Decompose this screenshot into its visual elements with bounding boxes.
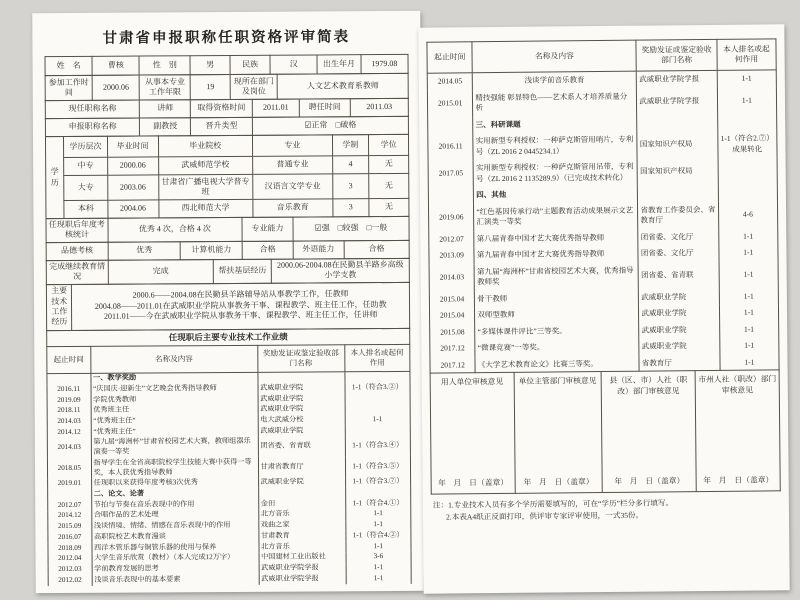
annual-assessment-label: 任现职后年度考核统计 [46, 218, 108, 242]
experience-lines [72, 282, 410, 330]
cell-org [258, 488, 345, 499]
cell-date: 2015.09 [48, 521, 92, 532]
cell-rank: 1-1 [717, 87, 777, 115]
edu-time: 2000.06 [107, 157, 158, 175]
cell-rank [345, 404, 410, 415]
cell-rank: 3-6 [346, 552, 411, 563]
cell-date: 2016.11 [47, 384, 91, 395]
page-title: 甘肃省申报职称任职资格评审简表 [102, 29, 351, 47]
cell-date: 2013.09 [429, 247, 475, 264]
cell-org: 武威职业学院 [639, 288, 719, 305]
col-header-content: 名称及内容 [472, 40, 636, 73]
cell-content: 四、其他 [474, 186, 638, 204]
table-row [427, 87, 776, 117]
cell-org [257, 371, 344, 383]
approval-table [430, 369, 781, 494]
professional-ability-label: 专业能力 [242, 217, 293, 241]
cell-org: 省教育工作委员会、省教育厅 [638, 201, 719, 229]
info-row-2 [45, 73, 409, 101]
cell-rank: 1-1（符合3.⑤） [345, 456, 410, 477]
approval-supervisor-label: 单位主管部门审核意见 [518, 376, 597, 386]
cell-date: 2016.07 [48, 532, 92, 543]
cell-org: 戏曲之家 [258, 520, 345, 531]
cell-org: 团省委、文化厅 [638, 228, 718, 245]
approval-city-label: 市州人社（职改）部门审核意见 [698, 374, 777, 395]
qualification-time-label: 取得资格时间 [190, 99, 252, 117]
birth-value: 1979.08 [361, 54, 408, 73]
table-row [47, 436, 410, 459]
edu-level-header: 学历层次 [64, 136, 108, 157]
years-in-field-value: 19 [190, 74, 230, 99]
current-title-label: 现任职称名称 [45, 100, 139, 119]
cell-content: 《大学艺术教育论文》比赛三等奖。 [475, 355, 639, 373]
cell-org: 甘肃省教育厅 [258, 457, 345, 478]
date-stamp-line: 年 月 日（盖章） [523, 476, 594, 487]
performance-table-p1 [46, 327, 412, 586]
cell-date: 2014.03 [47, 416, 91, 427]
cell-org: 团省委、文化厅 [638, 245, 718, 262]
cell-date: 2018.09 [48, 543, 92, 554]
applied-title-label: 申报职称名称 [45, 118, 139, 137]
cell-rank: 4-6 [718, 201, 778, 229]
cell-date: 2019.09 [47, 395, 91, 406]
cell-rank [718, 157, 778, 185]
cell-date: 2014.03 [429, 264, 475, 291]
cell-content: 二、论文、论著 [91, 488, 258, 500]
education-table [45, 134, 410, 219]
edu-major: 音乐教育 [253, 199, 333, 217]
table-row [428, 157, 777, 187]
cell-rank: 1-1 [720, 354, 780, 371]
cell-date: 2012.07 [48, 500, 92, 511]
cell-content: 第八届青春中国才艺大赛优秀指导教师 [474, 229, 638, 247]
cell-rank: 1-1（符合4.②） [346, 530, 411, 541]
cell-rank: 1-1 [345, 414, 410, 425]
cell-rank: 1-1 [345, 520, 410, 531]
cell-rank: 1-1 [719, 304, 779, 321]
assessment-row-3 [46, 258, 410, 285]
cell-content: 浅谈情境、情绪、情感在音乐表现中的作用 [91, 520, 258, 532]
ethnicity-value: 汉 [270, 55, 317, 74]
table-row [47, 456, 410, 479]
cell-content: 精技强能 彰显特色——艺术系人才培养质量分析 [473, 88, 637, 117]
cell-rank: 1-1（符合3.②） [345, 382, 410, 393]
edu-level: 本科 [64, 200, 108, 218]
work-start-value: 2000.06 [92, 75, 139, 100]
foreign-language-value: 合格 [344, 240, 409, 258]
cell-rank [717, 114, 777, 131]
computer-ability-value: 合格 [242, 241, 293, 259]
cell-org [637, 114, 717, 131]
annual-assessment-value: 优秀 4 次，合格 4 次 [108, 217, 242, 242]
cell-org: 武威职业学院 [258, 425, 345, 436]
table-row [429, 261, 778, 291]
cell-rank: 1-1 [719, 244, 779, 261]
cell-date: 2014.12 [48, 511, 92, 522]
performance-rows-p1 [47, 371, 411, 586]
cell-content: 大学生音乐欣赏（教材）（本人完成12万字） [92, 553, 259, 565]
cell-content: “多媒体课件评比”三等奖。 [475, 322, 639, 340]
cell-org: 武威职业学院 [639, 305, 719, 322]
cell-rank: 1-1（符合2.⑦）成果转化 [717, 130, 777, 158]
cell-org: 武威职业学院 [258, 404, 345, 415]
cell-date: 2017.05 [428, 160, 474, 187]
cell-org: 北方音乐 [258, 509, 345, 520]
edu-grad-time-header: 毕业时间 [107, 136, 158, 157]
cell-date: 2019.01 [48, 479, 92, 490]
date-stamp-line: 年 月 日（盖章） [703, 475, 774, 485]
cell-rank: 1-1 [719, 261, 779, 289]
edu-school: 西北师范大学 [158, 199, 252, 218]
cell-content: 第九届“海洲杯”甘肃省校园艺术大赛，教师组器乐演奏一等奖 [91, 437, 258, 458]
department-label: 现所在部门及岗位 [230, 74, 277, 99]
cell-date: 2019.06 [428, 204, 474, 231]
table-row [428, 130, 777, 160]
gender-value: 男 [190, 55, 230, 74]
page-2 [418, 24, 789, 593]
col-header-org: 奖励发证或鉴定验收部门名称 [257, 344, 344, 372]
cell-date [428, 187, 474, 204]
cell-org: 团省委、省青联 [258, 436, 345, 457]
cell-content: 学院优秀教师 [91, 394, 258, 406]
approval-county-label: 县（区、市）人社（职改）部门审核意见 [609, 375, 688, 396]
cell-date: 2017.12 [430, 340, 476, 357]
cell-date [48, 489, 92, 500]
edu-school: 甘肃省广播电视大学普专班 [158, 174, 253, 200]
cell-org: 国家知识产权局 [637, 131, 718, 159]
date-stamp-line: 年 月 日（盖章） [614, 476, 685, 486]
cell-org: 武威职业学院学报 [259, 574, 346, 585]
cell-date: 2012.04 [48, 554, 92, 565]
cell-date: 2016.11 [428, 133, 474, 160]
gender-label: 性 别 [139, 56, 190, 75]
professional-ability-checkboxes: ☑强 □较强 □一般 [293, 216, 409, 240]
approval-supervisor-cell [514, 372, 602, 494]
cell-content: 实用新型专利授权：一种萨克斯管用吊带，专利号（ZL 2016 2 1135289.9）（已完成技术转化） [473, 159, 637, 188]
cell-content: 任现职以来获得年度考核3次优秀 [91, 478, 258, 490]
table-row [46, 173, 409, 200]
cell-rank [345, 425, 410, 436]
edu-level: 中专 [64, 157, 108, 175]
applied-title-value: 副教授 [140, 118, 191, 136]
col-header-date: 起止时间 [47, 346, 91, 373]
edu-duration-header: 学制 [332, 135, 368, 156]
cell-content: 浅谈学前音乐教育 [473, 71, 637, 90]
table-row [48, 573, 411, 586]
cell-content: 双师型教师 [475, 306, 639, 324]
edu-major: 普通专业 [252, 156, 332, 174]
cell-content: 西洋木管乐器与铜管乐器的使用与保养 [92, 542, 259, 554]
cell-rank: 1-1 [346, 541, 411, 552]
edu-duration: 3 [332, 174, 368, 199]
moral-assessment-value: 优秀 [108, 242, 181, 260]
cell-rank: 1-1 [719, 321, 779, 338]
cell-content: “庆国庆·迎新生”文艺晚会优秀指导教师 [91, 383, 258, 395]
experience-line: 2004.08——2011.01在武威职业学院从事教务干事、课程教学、班主任工作，任助教 [94, 299, 387, 311]
col-header-date: 起止时间 [427, 42, 473, 73]
cell-rank: 1-1 [717, 70, 777, 88]
experience-side-label: 主要技术工作经历 [46, 284, 72, 330]
cell-date [428, 117, 474, 134]
footer-notes [433, 496, 781, 524]
cell-rank: 1-1 [345, 509, 410, 520]
cell-rank: 1-1 [719, 337, 779, 354]
cell-org: 武威职业学院 [639, 338, 719, 355]
cell-content: 实用新型专利授权：一种萨克斯管用哨片，专利号（ZL 2016 2 0445234.1） [473, 132, 637, 161]
cell-date: 2015.04 [429, 307, 475, 324]
edu-major-header: 专业 [252, 135, 332, 156]
cell-org: 北方音乐 [258, 541, 345, 552]
cell-content: “红色基因传承行动”主题教育活动成果展示文艺汇演类一等奖 [474, 202, 638, 231]
cell-date: 2012.02 [48, 575, 92, 586]
edu-degree: 无 [369, 198, 409, 216]
cell-content: 浅谈音乐表现中的基本要素 [92, 574, 259, 586]
cell-date: 2017.12 [430, 357, 476, 374]
continuing-education-value: 完成 [108, 259, 213, 283]
cell-content: 节拍与节奏在音乐表现中的作用 [91, 499, 258, 511]
cell-org: 武威职业学院 [639, 321, 719, 338]
edu-degree-header: 学位 [369, 134, 409, 155]
cell-rank: 1-1（符合4.①） [345, 498, 410, 509]
cell-content: “微课竞赛”一等奖。 [475, 339, 639, 357]
cell-org: 武威职业学院 [258, 393, 345, 404]
edu-major: 汉语言文学专业 [253, 174, 333, 199]
cell-rank [345, 487, 410, 498]
col-header-org: 奖励发证或鉴定验收部门名称 [636, 39, 717, 71]
cell-date: 2015.08 [430, 324, 476, 341]
appointment-time-label: 聘任时间 [299, 99, 350, 117]
col-header-rank: 本人排名或起何作用 [344, 344, 410, 371]
edu-time: 2003.06 [107, 175, 158, 200]
cell-content: 指导学生在全省高职院校学生技能大赛中获得一等奖，本人获优秀指导教师 [91, 457, 258, 478]
foreign-language-label: 外语能力 [293, 241, 344, 259]
department-value: 人文艺术教育系教师 [277, 73, 408, 99]
current-title-value: 讲师 [140, 100, 191, 118]
cell-org: 中国建材工业出版社 [259, 552, 346, 563]
cell-rank: 1-1（符合3.⑦） [345, 477, 410, 488]
experience-line: 2011.01——今在武威职业学院从事教务干事、课程教学、班主任工作，任讲师 [103, 310, 378, 322]
education-side-label: 学历 [45, 137, 64, 219]
cell-date: 2012.03 [48, 564, 92, 575]
cell-date: 2018.05 [47, 458, 91, 479]
performance-rows-p2 [427, 70, 779, 374]
cell-date: 2014.05 [427, 73, 473, 90]
moral-assessment-label: 品德考核 [46, 242, 108, 260]
cell-date: 2012.07 [429, 231, 475, 248]
cell-org: 武威职业学院 [258, 477, 345, 488]
edu-degree: 无 [369, 155, 409, 173]
cell-content: 学前教育发展的思考 [92, 563, 259, 575]
cell-org: 电大武威分校 [258, 415, 345, 426]
cell-rank: 1-1 [346, 562, 411, 573]
ethnicity-label: 民族 [230, 55, 270, 74]
years-in-field-label: 从事本专业工作年限 [139, 75, 190, 100]
cell-date: 2014.12 [47, 427, 91, 438]
approval-county-cell [601, 371, 696, 493]
approval-employer-cell [430, 372, 515, 494]
note-line-1: 注：1.专业技术人员有多个学历需要填写的，可在“学历”栏分多行填写。 [432, 498, 674, 510]
cell-date: 2014.03 [47, 438, 91, 459]
cell-content: 高职院校艺术教育漫谈 [91, 531, 258, 543]
performance-table-p2 [426, 38, 779, 373]
cell-content: “优秀班主任” [91, 415, 258, 427]
cell-rank [718, 184, 778, 201]
cell-rank: 1-1 [718, 228, 778, 245]
edu-time: 2004.06 [108, 200, 159, 218]
cell-rank: 1-1 [719, 288, 779, 305]
grassroots-support-value: 2000.06-2004.08在民勤县羊路乡高级小学支教 [271, 258, 409, 283]
cell-org: 武威职业学院 [258, 383, 345, 394]
grassroots-support-label: 帮扶基层经历 [213, 259, 271, 283]
approval-city-cell [695, 370, 780, 492]
cell-org: 团省委、省青联 [638, 261, 719, 289]
cell-date: 2015.01 [427, 90, 473, 117]
cell-rank: 1-1（符合3.④） [345, 436, 410, 457]
cell-content: “优秀班主任” [91, 426, 258, 438]
note-line-2: 2.本表A4纸正反面打印，供评审专家评审使用，一式35份。 [445, 510, 644, 522]
continuing-education-label: 完成继续教育情况 [46, 260, 108, 284]
cell-org [638, 185, 718, 202]
edu-school: 武威师范学校 [158, 156, 252, 175]
cell-content: 一、教学奖励 [90, 372, 257, 384]
cell-rank [345, 393, 410, 404]
edu-duration: 4 [332, 156, 368, 174]
cell-content: 优秀班主任 [91, 405, 258, 417]
appointment-time-value: 2011.03 [350, 98, 408, 116]
assessment-row-1 [45, 216, 409, 243]
table-row [428, 201, 777, 231]
performance-section-title: 任现职后主要专业技术工作业绩 [47, 328, 410, 346]
cell-content: 第九届“海洲杯”甘肃省校园艺术大赛，优秀指导教师奖 [474, 262, 638, 291]
cell-date: 2015.04 [429, 291, 475, 308]
cell-date [47, 373, 91, 384]
cell-content: 三、科研课题 [473, 115, 637, 133]
cell-org: 武威职业学院学报 [637, 87, 718, 115]
cell-org: 金田 [258, 498, 345, 509]
promotion-type-checkboxes: ☑正常 □破格 [252, 116, 408, 135]
cell-org: 武威职业学院学报 [637, 70, 717, 88]
edu-school-header: 毕业院校 [158, 135, 253, 157]
col-header-rank: 本人排名或起何作用 [717, 39, 777, 71]
page-1 [32, 11, 424, 593]
cell-org: 武威职业学院学报 [259, 563, 346, 574]
edu-level: 大专 [64, 175, 108, 200]
cell-rank: 1-1 [346, 573, 411, 584]
table-row [46, 155, 409, 175]
col-header-content: 名称及内容 [90, 345, 257, 373]
cell-content: 第九届青春中国才艺大赛优秀指导教师 [474, 246, 638, 264]
qualification-time-value: 2011.01 [252, 99, 299, 117]
cell-org: 甘肃教育 [258, 531, 345, 542]
name-label: 姓 名 [45, 56, 92, 75]
approval-employer-label: 用人单位审核意见 [440, 376, 504, 387]
work-start-label: 参加工作时间 [45, 75, 92, 100]
cell-content: 骨干教师 [475, 289, 639, 307]
date-stamp-line: 年 月 日（盖章） [437, 477, 509, 488]
experience-table [46, 281, 410, 330]
experience-line: 2000.6——2004.08在民勤县羊路辅导站从事教学工作，任教师 [132, 289, 349, 301]
cell-content: 合唱作品的艺术处理 [91, 510, 258, 522]
name-value: 曹核 [92, 56, 139, 75]
cell-org: 国家知识产权局 [637, 158, 718, 186]
cell-org: 省教育厅 [639, 354, 719, 371]
promotion-type-label: 晋升类型 [191, 117, 253, 135]
computer-ability-label: 计算机能力 [180, 241, 242, 259]
edu-duration: 3 [333, 199, 369, 217]
cell-date: 2018.11 [47, 406, 91, 417]
edu-degree: 无 [369, 173, 409, 198]
birth-label: 出生年月 [317, 55, 361, 74]
cell-rank [345, 371, 410, 383]
